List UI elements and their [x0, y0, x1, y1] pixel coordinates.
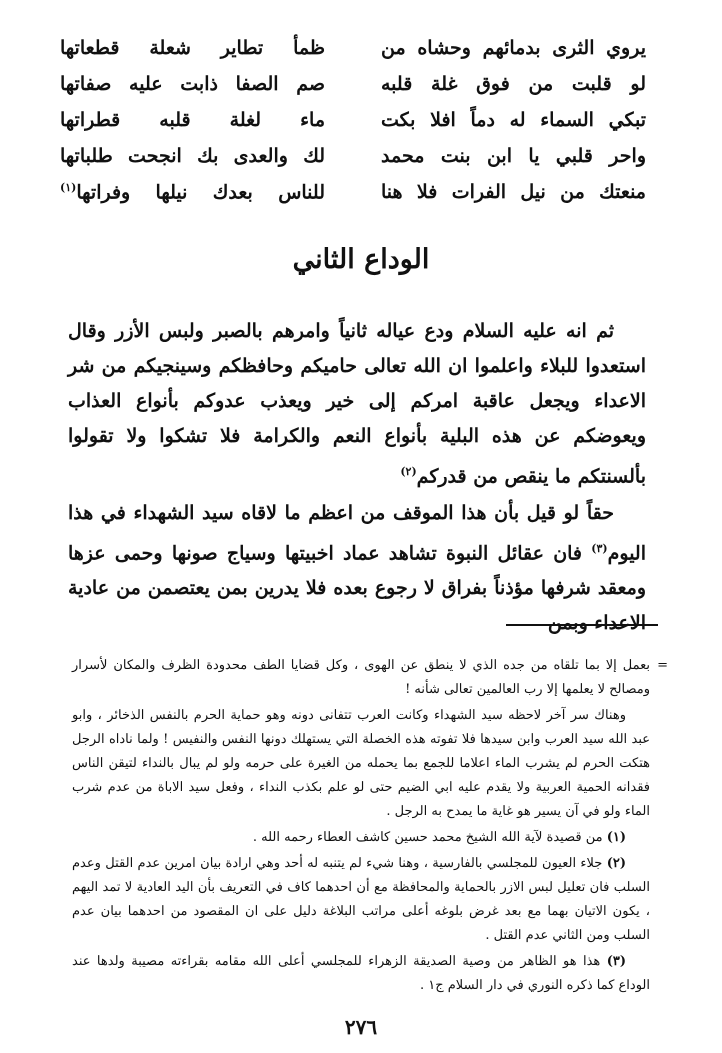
footnote-marker: (١) — [60, 180, 77, 194]
continuation-mark: = — [657, 658, 668, 673]
footnote-paragraph: وهناك سر آخر لاحظه سيد الشهداء وكانت العرب تتفانى دونه وهو حماية الحرم بالنفس الذخائر ، وابو عبد الله سيد العرب وابن سيدها فلا تفوته هذه الخصلة التي يستهلك دونها النفس والنفيس ! ولما ناداه الرجل هتكت الحرم لم يشرب الماء اعلاما للجمع بما يحمله من الغيرة على حرمه ولو لم يبال بالنداء لتيقن الناس فقدانه الحمية العربية ولا يقدم عليه ابي الضيم حتى لو علم بكذب النداء ، وفعل سيد الاباة من عدم شرب الماء ولو في آن يسير هو غاية ما يمدح به الرجل . — [72, 708, 650, 819]
section-title: الوداع الثاني — [292, 244, 430, 275]
poem-verse — [60, 102, 646, 138]
footnote-marker: (٣) — [591, 542, 608, 555]
footnote-3 — [72, 950, 650, 998]
page-number: ٢٧٦ — [344, 1015, 378, 1039]
verse-first-hemistich: تبكي السماء له دماً افلا بكت — [381, 109, 646, 131]
poem-verse — [60, 174, 646, 210]
verse-second-hemistich: صم الصفا ذابت عليه صفاتها — [60, 73, 325, 95]
paragraph-text: حقاً لو قيل بأن هذا الموقف من اعظم ما لاقاه سيد الشهداء في هذا اليوم — [68, 502, 646, 565]
footnote-continuation — [72, 654, 668, 702]
verse-second-hemistich: لك والعدى بك انجحت طلباتها — [60, 145, 325, 167]
paragraph-text: فان عقائل النبوة تشاهد عماد اخبيتها وسياج صونها وحمى عزها ومعقد شرفها مؤذناً بفراق لا رجوع بعده فلا يدرين بمن يعتصمن من عادية الاعداء وبمن — [68, 542, 646, 635]
poem-verse — [60, 66, 646, 102]
verse-second-hemistich: ظمأ تطاير شعلة قطعاتها — [60, 37, 325, 59]
verse-second-hemistich: ماء لغلة قلبه قطراتها — [60, 109, 325, 131]
poem-verse — [60, 138, 646, 174]
footnote-number: (٣) — [606, 954, 626, 969]
poem-block — [60, 30, 646, 210]
verse-first-hemistich: يروي الثرى بدمائهم وحشاه من — [381, 37, 646, 59]
verse-second-hemistich — [60, 181, 325, 203]
verse-first-hemistich: منعتك من نيل الفرات فلا هنا — [381, 181, 646, 203]
footnote-2 — [72, 852, 650, 948]
footnote-text: هذا هو الظاهر من وصية الصديقة الزهراء للمجلسي أعلى الله مقامه بقراءته مصيبة ولدها عند الوداع كما ذكره النوري في دار السلام ج١ . — [72, 954, 650, 993]
paragraph — [68, 314, 646, 494]
footnote-1 — [72, 826, 650, 850]
verse-text: للناس بعدك نيلها وفراتها — [76, 181, 325, 204]
paragraph-text: ثم انه عليه السلام ودع عياله ثانياً وامرهم بالصبر ولبس الأزر وقال استعدوا للبلاء واعلموا ان الله تعالى حاميكم وحافظكم وسينجيكم من شر الاعداء ويجعل عاقبة امركم إلى خير ويعذب عدوكم بأنواع العذاب ويعوضكم عن هذه البلية بأنواع النعم والكرامة فلا تشكوا ولا تقولوا بألسنتكم ما ينقص من قدركم — [68, 320, 646, 488]
footnote-number: (١) — [606, 830, 626, 845]
footnotes — [72, 654, 668, 1000]
verse-first-hemistich: واحر قلبي يا ابن بنت محمد — [381, 145, 646, 167]
footnote-number: (٢) — [606, 856, 626, 871]
footnote-text: من قصيدة لآية الله الشيخ محمد حسين كاشف العطاء رحمه الله . — [252, 830, 603, 845]
footnote-text: جلاء العيون للمجلسي بالفارسية ، وهنا شيء لم يتنبه له أحد وهي ارادة بيان امرين عدم القتل وعدم السلب فان تعليل لبس الازر بالحماية والمحافظة مع أن احدهما كاف في التعريف بأن اليد العادية لا تمد اليهم ، يكون الاتيان بهما مع بعد غرض بلوغه أعلى مراتب البلاغة دليل على ان المقصود من احدهما بيان عدم السلب ومن الثاني عدم القتل . — [72, 856, 650, 943]
footnote-divider — [506, 624, 658, 626]
footnote-text: بعمل إلا بما تلقاه من جده الذي لا ينطق عن الهوى ، وكل قضايا الطف محدودة الظرف والمكان لأسرار ومصالح لا يعلمها إلا رب العالمين تعالى شأنه ! — [72, 658, 650, 697]
footnote-marker: (٢) — [400, 465, 417, 478]
paragraph — [68, 496, 646, 641]
verse-first-hemistich: لو قلبت من فوق غلة قلبه — [381, 73, 646, 95]
poem-verse — [60, 30, 646, 66]
